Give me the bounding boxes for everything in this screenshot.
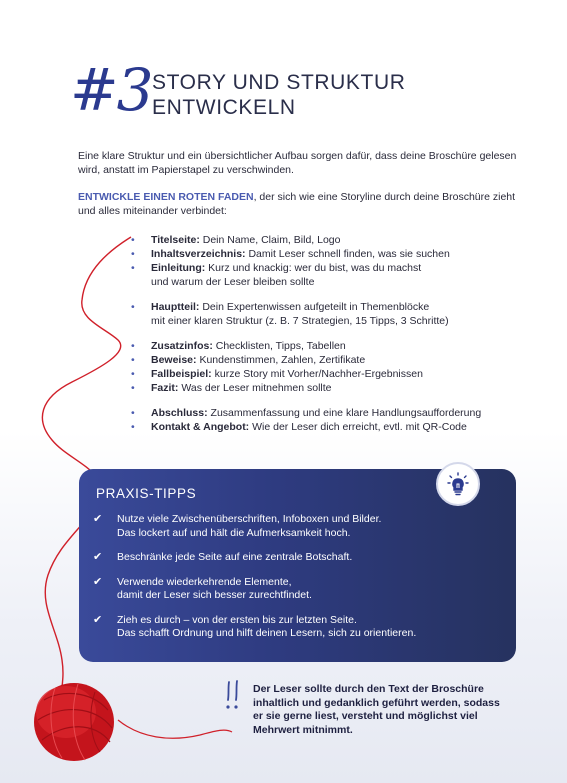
exclamation-marks-icon xyxy=(224,680,244,712)
tip-item xyxy=(93,576,503,603)
paragraph-rest: , der sich wie eine Storyline durch deine Broschüre zieht und alles miteinander verbindet: xyxy=(78,191,516,217)
tip-line: Das lockert auf und hält die Aufmerksamkeit hoch. xyxy=(117,526,351,539)
list-item-text: Kundenstimmen, Zahlen, Zertifikate xyxy=(196,354,366,366)
tip-line: Zieh es durch – von der ersten bis zur letzten Seite. xyxy=(117,613,357,626)
tips-list xyxy=(93,513,503,652)
list-item-text-continued: mit einer klaren Struktur (z. B. 7 Strategien, 15 Tipps, 3 Schritte) xyxy=(151,315,449,327)
list-item-text: Dein Name, Claim, Bild, Logo xyxy=(199,234,341,246)
check-icon: ✔ xyxy=(93,613,103,626)
list-item xyxy=(131,367,531,381)
list-item-label: Fazit: xyxy=(151,382,179,394)
list-item xyxy=(131,339,531,353)
list-item xyxy=(131,300,531,328)
title-line-1: STORY UND STRUKTUR xyxy=(152,71,406,94)
list-item-text: Was der Leser mitnehmen sollte xyxy=(178,382,332,394)
list-item xyxy=(131,353,531,367)
list-item-label: Kontakt & Angebot: xyxy=(151,421,250,433)
list-item-text: kurze Story mit Vorher/Nachher-Ergebnissen xyxy=(211,368,423,380)
tip-line: Verwende wiederkehrende Elemente, xyxy=(117,575,292,588)
list-item-label: Inhaltsverzeichnis: xyxy=(151,248,246,260)
list-item-label: Fallbeispiel: xyxy=(151,368,212,380)
tip-item xyxy=(93,513,503,540)
tip-line: damit der Leser sich besser zurechtfindet. xyxy=(117,589,312,601)
title-line-2: ENTWICKELN xyxy=(152,96,296,119)
tip-line: Das schafft Ordnung und hilft deinen Lesern, sich zu orientieren. xyxy=(117,627,417,639)
list-item-text: Zusammenfassung und eine klare Handlungsaufforderung xyxy=(207,407,482,419)
section-number: #3 xyxy=(70,56,152,124)
intro-paragraph: Eine klare Struktur und ein übersichtlicher Aufbau sorgen dafür, dass deine Broschüre gelesen wird, anstatt im Papierstapel zu verschwinden. xyxy=(78,150,517,176)
check-icon: ✔ xyxy=(93,551,103,563)
closing-quote xyxy=(253,683,513,737)
tip-line: Nutze viele Zwischenüberschriften, Infoboxen und Bilder. xyxy=(117,513,382,525)
lightbulb-badge xyxy=(436,462,480,506)
list-item-label: Titelseite: xyxy=(151,234,200,246)
tip-line: Beschränke jede Seite auf eine zentrale Botschaft. xyxy=(117,551,353,563)
quote-line: inhaltlich und gedanklich geführt werden, sodass xyxy=(253,696,500,709)
quote-line: er sie gerne liest, versteht und möglichst viel xyxy=(253,710,478,722)
list-item-text: Checklisten, Tipps, Tabellen xyxy=(212,340,346,352)
list-item-label: Hauptteil: xyxy=(151,301,200,313)
highlight-text: ENTWICKLE EINEN ROTEN FADEN xyxy=(78,191,254,203)
quote-line: Mehrwert mitnimmt. xyxy=(253,723,353,736)
list-item xyxy=(131,420,531,434)
page-title xyxy=(152,70,406,120)
check-icon: ✔ xyxy=(93,513,103,525)
list-item-label: Beweise: xyxy=(151,354,197,366)
list-item-label: Zusatzinfos: xyxy=(151,340,213,352)
list-item-text: Dein Expertenwissen aufgeteilt in Themenblöcke xyxy=(199,301,430,313)
check-icon: ✔ xyxy=(93,575,103,588)
list-item xyxy=(131,247,531,261)
lightbulb-icon xyxy=(447,472,469,496)
list-item xyxy=(131,406,531,420)
list-item-label: Einleitung: xyxy=(151,262,206,274)
list-item-text: Kurz und knackig: wer du bist, was du machst xyxy=(205,262,422,274)
list-item-label: Abschluss: xyxy=(151,407,208,419)
structure-list xyxy=(131,233,531,434)
list-item xyxy=(131,261,531,289)
yarn-ball-icon xyxy=(34,683,114,761)
list-item-text-continued: und warum der Leser bleiben sollte xyxy=(151,276,315,288)
list-item-text: Wie der Leser dich erreicht, evtl. mit QR-Code xyxy=(249,421,467,433)
tip-item xyxy=(93,551,503,565)
red-thread-paragraph xyxy=(78,190,518,218)
tip-item xyxy=(93,614,503,641)
list-item xyxy=(131,233,531,247)
quote-line: Der Leser sollte durch den Text der Broschüre xyxy=(253,683,484,695)
tips-box-title: PRAXIS-TIPPS xyxy=(96,486,197,501)
list-item-text: Damit Leser schnell finden, was sie suchen xyxy=(245,248,450,260)
list-item xyxy=(131,381,531,395)
